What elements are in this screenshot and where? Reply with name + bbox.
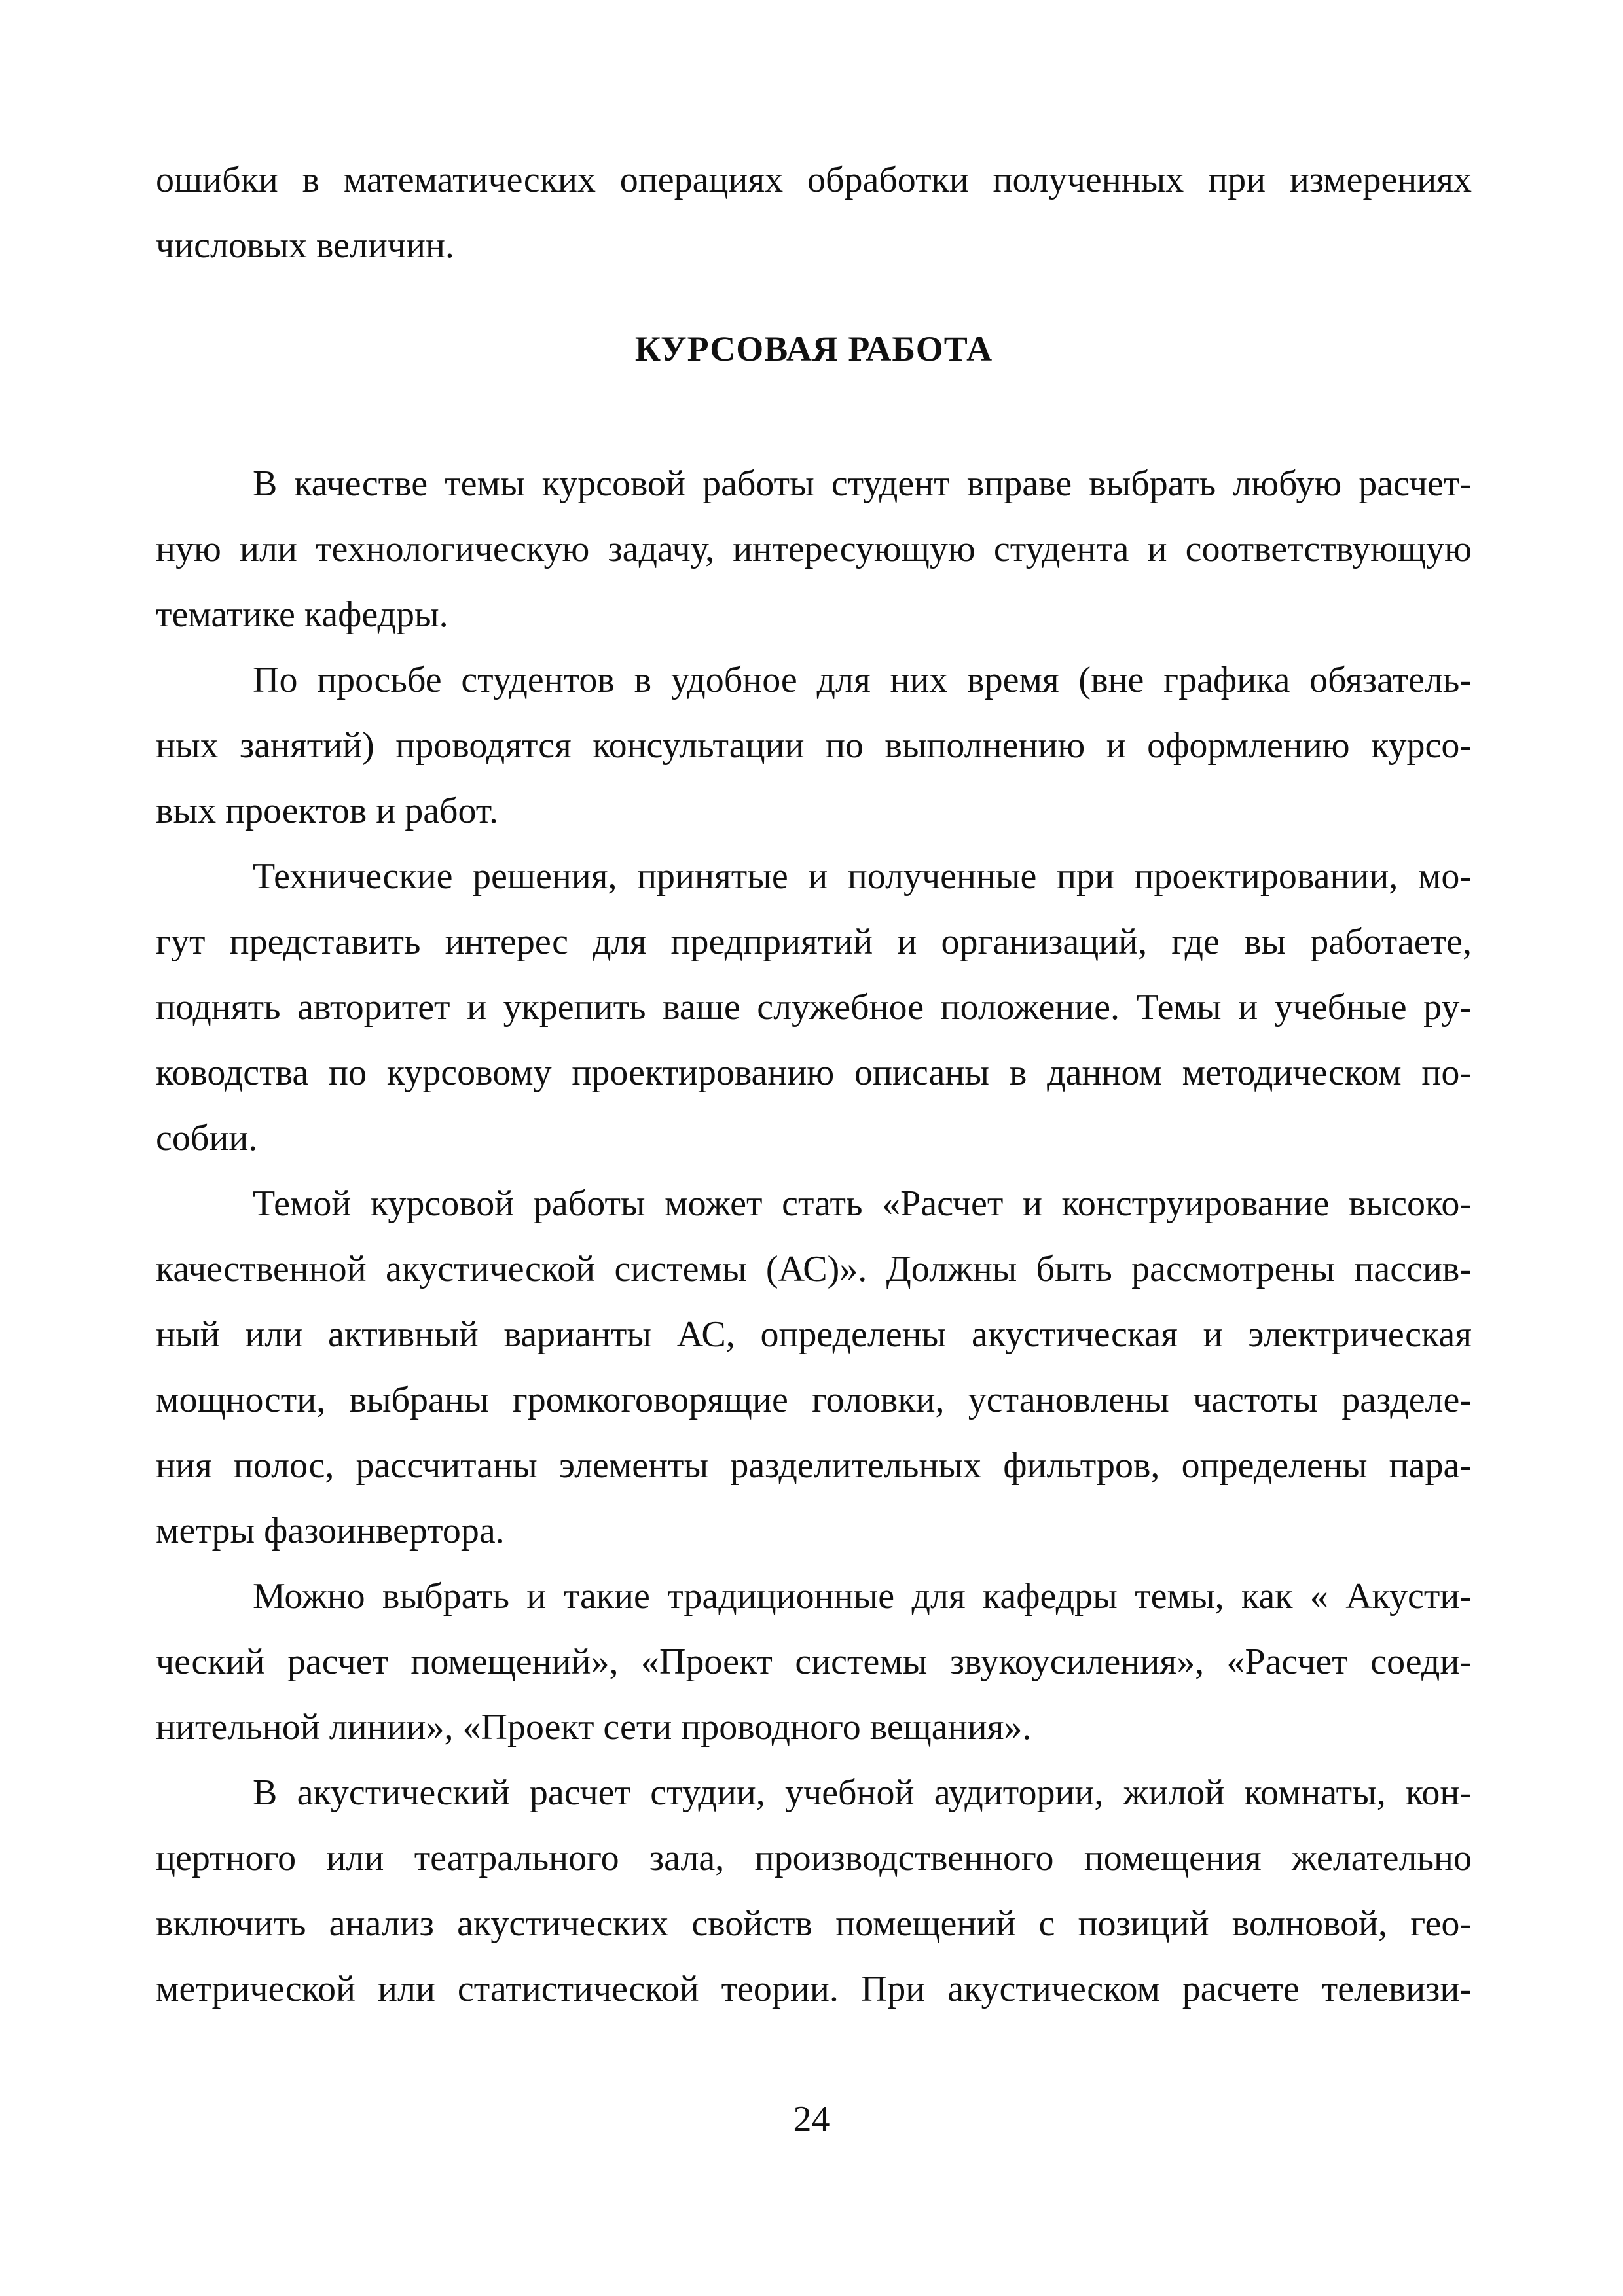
- page-body: [156, 147, 1472, 2022]
- text-line: мощности, выбраны громкоговорящие головки, установлены частоты разделе-: [156, 1380, 1472, 1420]
- text-line: ния полос, рассчитаны элементы разделительных фильтров, определены пара-: [156, 1445, 1472, 1486]
- text-line: включить анализ акустических свойств помещений с позиций волновой, гео-: [156, 1903, 1472, 1944]
- text-line: поднять авторитет и укрепить ваше служебное положение. Темы и учебные ру-: [156, 987, 1472, 1028]
- text-line: ный или активный варианты АС, определены акустическая и электрическая: [156, 1314, 1472, 1355]
- text-line: числовых величин.: [156, 225, 454, 266]
- text-line: ководства по курсовому проектированию описаны в данном методическом по-: [156, 1052, 1472, 1093]
- intro-paragraph: [156, 147, 1472, 278]
- text-line: ческий расчет помещений», «Проект системы звукоусиления», «Расчет соеди-: [156, 1641, 1472, 1682]
- text-line: Темой курсовой работы может стать «Расчет и конструирование высоко-: [253, 1183, 1472, 1224]
- paragraph-6: [156, 1760, 1472, 2022]
- paragraph-1: [156, 451, 1472, 647]
- paragraph-2: [156, 647, 1472, 844]
- text-line: В качестве темы курсовой работы студент вправе выбрать любую расчет-: [253, 463, 1472, 504]
- text-line: ных занятий) проводятся консультации по выполнению и оформлению курсо-: [156, 725, 1472, 766]
- text-line: тематике кафедры.: [156, 594, 448, 635]
- text-line: метры фазоинвертора.: [156, 1511, 505, 1551]
- text-line: вых проектов и работ.: [156, 791, 499, 831]
- text-line: собии.: [156, 1118, 258, 1158]
- text-line: Технические решения, принятые и полученные при проектировании, мо-: [253, 856, 1472, 897]
- paragraph-4: [156, 1171, 1472, 1564]
- text-line: качественной акустической системы (АС)». Должны быть рассмотрены пассив-: [156, 1249, 1472, 1289]
- text-line: метрической или статистической теории. При акустическом расчете телевизи-: [156, 1969, 1472, 2009]
- page-number: 24: [793, 2099, 830, 2140]
- text-line: гут представить интерес для предприятий и организаций, где вы работаете,: [156, 922, 1472, 962]
- text-line: В акустический расчет студии, учебной аудитории, жилой комнаты, кон-: [253, 1772, 1472, 1813]
- text-line: ную или технологическую задачу, интересующую студента и соответствующую: [156, 529, 1472, 569]
- paragraph-3: [156, 844, 1472, 1171]
- text-line: цертного или театрального зала, производственного помещения желательно: [156, 1838, 1472, 1878]
- text-line: По просьбе студентов в удобное для них время (вне графика обязатель-: [253, 660, 1472, 700]
- text-line: нительной линии», «Проект сети проводного вещания».: [156, 1707, 1032, 1748]
- section-title: КУРСОВАЯ РАБОТА: [634, 329, 993, 368]
- text-line: ошибки в математических операциях обработки полученных при измерениях: [156, 160, 1472, 200]
- paragraph-5: [156, 1564, 1472, 1760]
- text-line: Можно выбрать и такие традиционные для кафедры темы, как « Акусти-: [253, 1576, 1472, 1617]
